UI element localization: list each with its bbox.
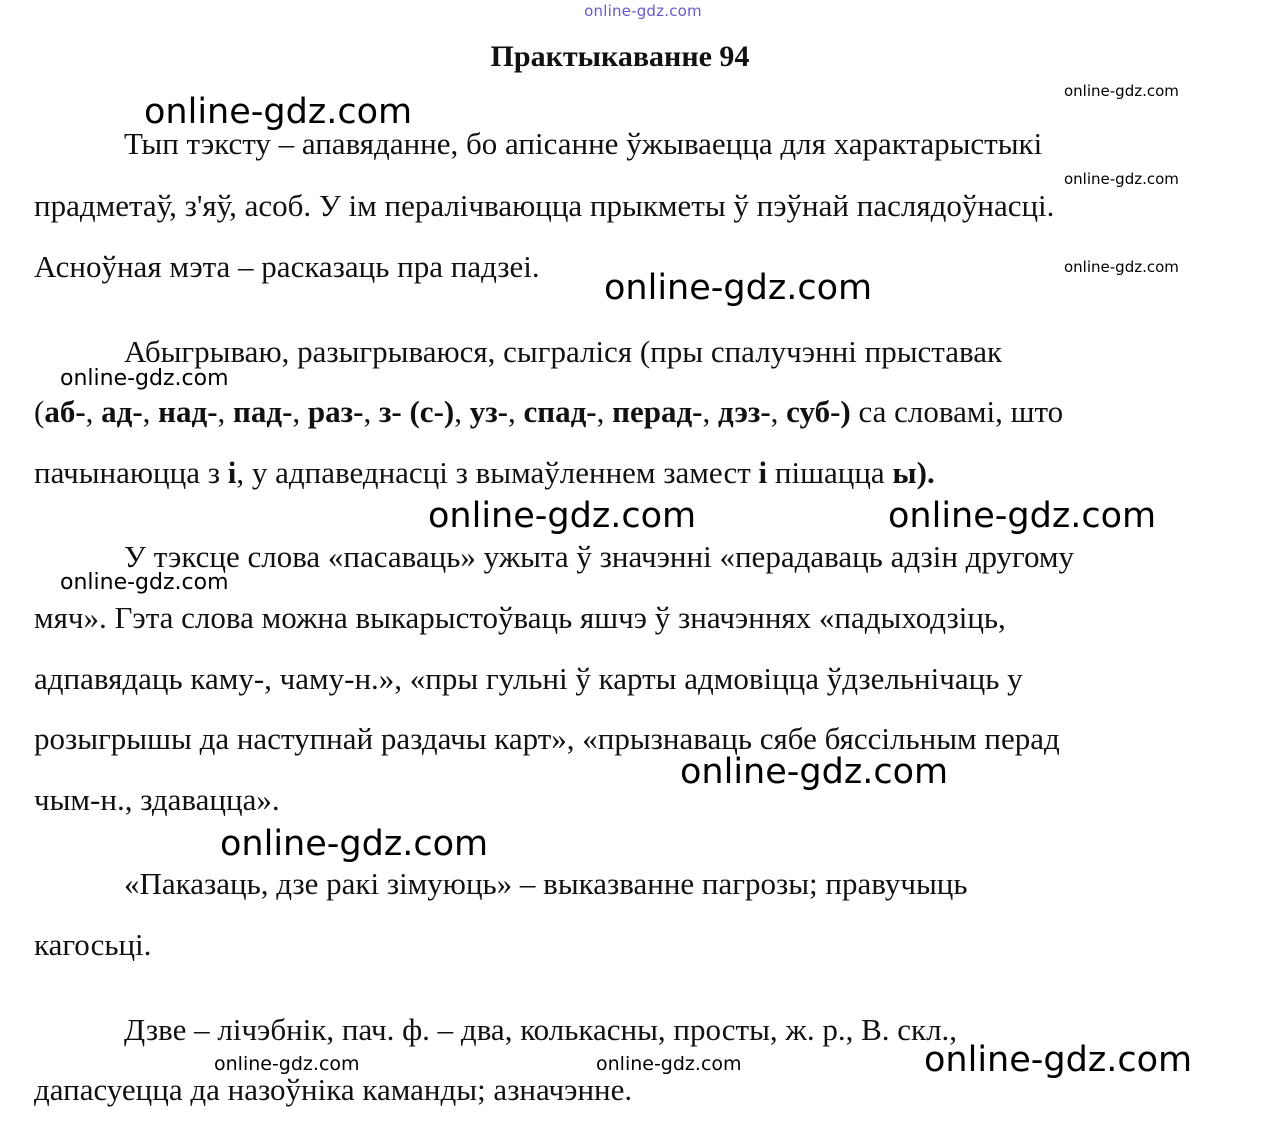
watermark: online-gdz.com: [60, 570, 229, 595]
text-run: (: [34, 394, 45, 429]
text-run: са словамі, што: [850, 394, 1064, 429]
prefix-z: з- (с-): [378, 394, 455, 429]
watermark: online-gdz.com: [428, 496, 697, 536]
prefix-perad: перад-: [612, 394, 703, 429]
watermark: online-gdz.com: [680, 752, 949, 792]
text-run: пішацца: [767, 455, 893, 490]
top-watermark-link[interactable]: online-gdz.com: [584, 2, 702, 20]
watermark: online-gdz.com: [604, 268, 873, 308]
bold-letter: і: [758, 455, 768, 490]
text-run: ,: [596, 394, 613, 429]
paragraph-2-line-2: [34, 394, 1063, 430]
text-run: ,: [85, 394, 102, 429]
watermark: online-gdz.com: [214, 1053, 360, 1075]
paragraph-4-line-2: кагосьці.: [34, 927, 152, 962]
watermark: online-gdz.com: [220, 824, 489, 864]
text-run: ,: [702, 394, 719, 429]
text-run: ,: [363, 394, 379, 429]
prefix-spad: спад-: [523, 394, 597, 429]
text-run: , у адпаведнасці з вымаўленнем замест: [236, 455, 759, 490]
prefix-raz: раз-: [307, 394, 364, 429]
text-run: ,: [142, 394, 159, 429]
paragraph-5-line-2: дапасуецца да назоўніка каманды; азначэнне.: [34, 1072, 633, 1107]
watermark: online-gdz.com: [1064, 82, 1179, 100]
text-run: ,: [292, 394, 308, 429]
prefix-pad: пад-: [233, 394, 293, 429]
paragraph-2-line-3: [34, 455, 935, 491]
paragraph-3-line-2: мяч». Гэта слова можна выкарыстоўваць яшчэ ў значэннях «падыходзіць,: [34, 600, 1006, 635]
prefix-sub: суб-): [786, 394, 851, 429]
paragraph-1-line-2: прадметаў, з'яў, асоб. У ім пералічваюцца прыкметы ў пэўнай паслядоўнасці.: [34, 188, 1055, 223]
watermark: online-gdz.com: [1064, 170, 1179, 188]
watermark: online-gdz.com: [924, 1040, 1193, 1080]
paragraph-3-line-1: У тэксце слова «пасаваць» ужыта ў значэнні «перадаваць адзін другому: [124, 539, 1075, 574]
watermark: online-gdz.com: [596, 1053, 742, 1075]
text-run: ,: [770, 394, 787, 429]
paragraph-4-line-1: «Паказаць, дзе ракі зімуюць» – выказванне пагрозы; правучыць: [124, 866, 968, 901]
prefix-uz: уз-: [469, 394, 508, 429]
watermark: online-gdz.com: [888, 496, 1157, 536]
watermark: online-gdz.com: [60, 366, 229, 391]
paragraph-3-line-4: розыгрышы да наступнай раздачы карт», «прызнаваць сябе бяссільным перад: [34, 721, 1060, 756]
text-run: ,: [454, 394, 470, 429]
paragraph-3-line-3: адпавядаць каму-, чаму-н.», «пры гульні ў карты адмовіцца ўдзельнічаць у: [34, 661, 1023, 696]
text-run: ,: [508, 394, 524, 429]
paragraph-2-line-1: Абыгрываю, разыгрываюся, сыграліся (пры спалучэнні прыставак: [124, 334, 1003, 369]
prefix-dez: дэз-: [718, 394, 771, 429]
bold-letter: ы).: [892, 455, 935, 490]
paragraph-1-line-3: Асноўная мэта – расказаць пра падзеі.: [34, 249, 540, 284]
prefix-nad: над-: [158, 394, 218, 429]
paragraph-1-line-1: Тып тэксту – апавяданне, бо апісанне ўжываецца для характарыстыкі: [124, 126, 1043, 161]
prefix-ab: аб-: [44, 394, 86, 429]
text-run: пачынаюцца з: [34, 455, 228, 490]
watermark: online-gdz.com: [144, 92, 413, 132]
bold-letter: і: [227, 455, 237, 490]
paragraph-3-line-5: чым-н., здавацца».: [34, 782, 280, 817]
text-run: ,: [217, 394, 234, 429]
page-title: Практыкаванне 94: [490, 40, 750, 73]
prefix-ad: ад-: [101, 394, 143, 429]
watermark: online-gdz.com: [1064, 258, 1179, 276]
paragraph-5-line-1: Дзве – лічэбнік, пач. ф. – два, колькасны, просты, ж. р., В. скл.,: [124, 1012, 958, 1047]
